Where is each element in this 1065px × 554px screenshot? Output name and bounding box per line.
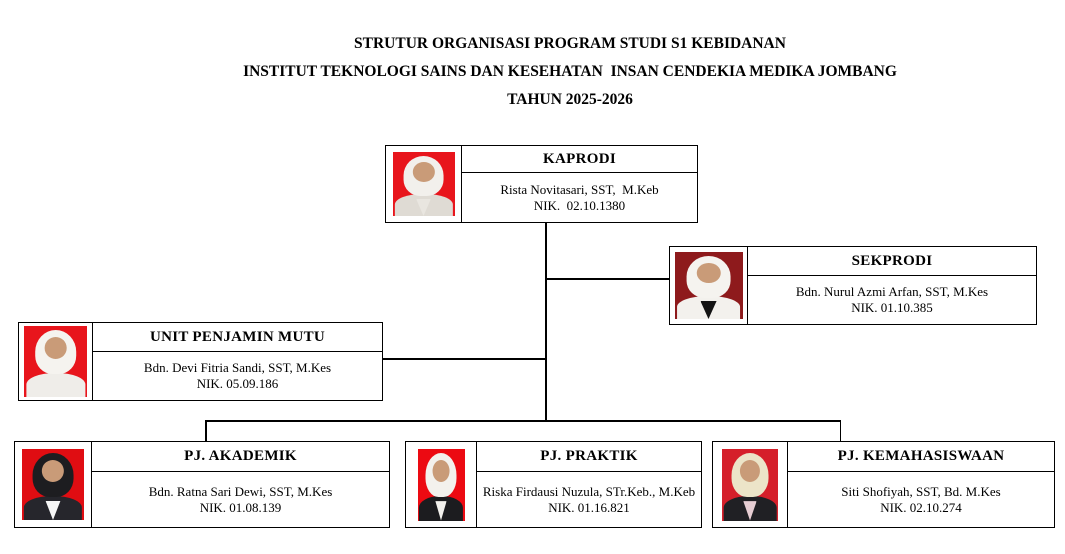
unit-penjamin-mutu-nik: NIK. 05.09.186: [196, 376, 279, 391]
title-line-2: INSTITUT TEKNOLOGI SAINS DAN KESEHATAN INSAN CENDEKIA MEDIKA JOMBANG: [243, 63, 897, 80]
org-box-pj-praktik: [405, 441, 702, 528]
page-title: [75, 30, 1065, 114]
photo-cell: [406, 442, 477, 527]
org-box-pj-kemahasiswaan: [712, 441, 1055, 528]
connector-main-vertical: [545, 222, 547, 421]
photo-face-shape: [433, 460, 450, 482]
pj-praktik-photo: [418, 449, 465, 521]
sekprodi-details: [748, 276, 1036, 324]
org-box-sekprodi: [669, 246, 1037, 325]
sekprodi-nik: NIK. 01.10.385: [851, 300, 933, 315]
title-line-1: STRUTUR ORGANISASI PROGRAM STUDI S1 KEBIDANAN: [354, 35, 786, 52]
unit-penjamin-mutu-photo: [24, 326, 87, 397]
photo-cell: [15, 442, 92, 527]
pj-praktik-name: Riska Firdausi Nuzula, STr.Keb., M.Keb: [482, 483, 696, 499]
pj-kemahasiswaan-details: [788, 472, 1054, 527]
unit-penjamin-mutu-details: [93, 352, 382, 400]
pj-kemahasiswaan-photo: [722, 449, 778, 521]
text-cell: [788, 442, 1054, 527]
pj-akademik-title: PJ. AKADEMIK: [92, 442, 389, 472]
pj-akademik-details: [92, 472, 389, 527]
photo-face-shape: [696, 263, 720, 284]
kaprodi-details: [462, 173, 697, 222]
photo-cell: [386, 146, 462, 222]
text-cell: [477, 442, 701, 527]
photo-face-shape: [412, 162, 434, 182]
kaprodi-nik: NIK. 02.10.1380: [533, 197, 626, 213]
sekprodi-name: Bdn. Nurul Azmi Arfan, SST, M.Kes: [795, 284, 989, 299]
pj-kemahasiswaan-title: PJ. KEMAHASISWAAN: [788, 442, 1054, 472]
org-box-pj-akademik: [14, 441, 390, 528]
sekprodi-photo: [675, 252, 743, 319]
connector-branch-sekprodi: [546, 278, 669, 280]
kaprodi-photo: [393, 152, 455, 216]
connector-bottom-horizontal: [205, 420, 841, 422]
pj-praktik-nik: NIK. 01.16.821: [548, 499, 630, 515]
connector-branch-unit-penjamin-mutu: [382, 358, 546, 360]
pj-akademik-photo: [22, 449, 84, 520]
kaprodi-title: KAPRODI: [462, 146, 697, 173]
pj-kemahasiswaan-nik: NIK. 02.10.274: [880, 499, 962, 515]
unit-penjamin-mutu-name: Bdn. Devi Fitria Sandi, SST, M.Kes: [143, 360, 332, 375]
photo-face-shape: [44, 337, 67, 359]
title-line-3: TAHUN 2025-2026: [507, 91, 633, 108]
sekprodi-title: SEKPRODI: [748, 247, 1036, 276]
pj-akademik-name: Bdn. Ratna Sari Dewi, SST, M.Kes: [148, 483, 333, 499]
photo-cell: [19, 323, 93, 400]
unit-penjamin-mutu-title: UNIT PENJAMIN MUTU: [93, 323, 382, 352]
pj-kemahasiswaan-name: Siti Shofiyah, SST, Bd. M.Kes: [841, 483, 1001, 499]
photo-cell: [670, 247, 748, 324]
org-box-kaprodi: [385, 145, 698, 223]
pj-praktik-title: PJ. PRAKTIK: [477, 442, 701, 472]
text-cell: [748, 247, 1036, 324]
connector-stub-pj-akademik: [205, 420, 207, 441]
kaprodi-name: Rista Novitasari, SST, M.Keb: [500, 181, 659, 197]
text-cell: [92, 442, 389, 527]
text-cell: [462, 146, 697, 222]
text-cell: [93, 323, 382, 400]
org-box-unit-penjamin-mutu: [18, 322, 383, 401]
pj-praktik-details: [477, 472, 701, 527]
pj-akademik-nik: NIK. 01.08.139: [199, 499, 282, 515]
photo-cell: [713, 442, 788, 527]
connector-stub-pj-kemahasiswaan: [840, 420, 842, 441]
